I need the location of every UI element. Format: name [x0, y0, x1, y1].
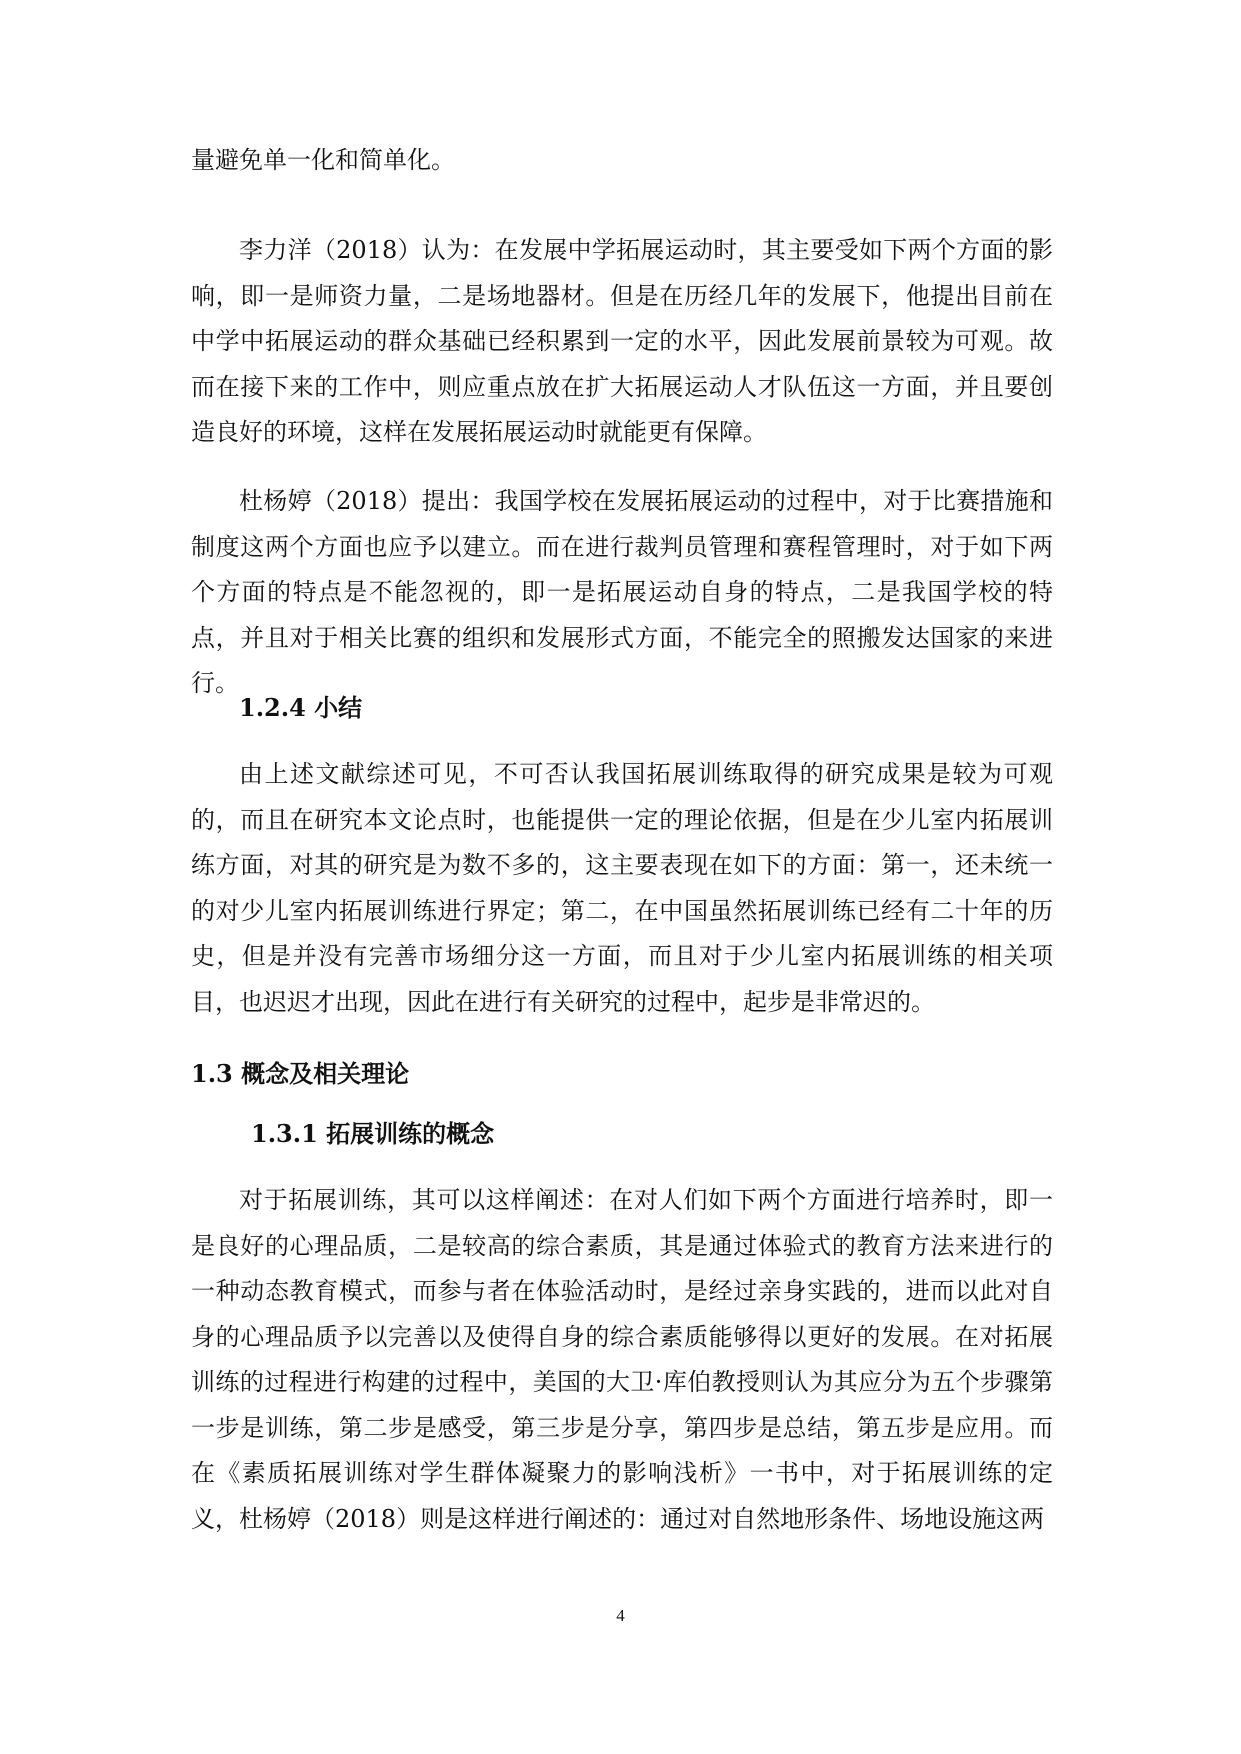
paragraph-concept: 对于拓展训练，其可以这样阐述：在对人们如下两个方面进行培养时，即一是良好的心理品质，二是较高的综合素质，其是通过体验式的教育方法来进行的一种动态教育模式，而参与者在体验活动时，是经过亲身实践的，进而以此对自身的心理品质予以完善以及使得自身的综合素质能够得以更好的发展。在对拓展训练的过程进行构建的过程中，美国的大卫·库伯教授则认为其应分为五个步骤第一步是训练，第二步是感受，第三步是分享，第四步是总结，第五步是应用。而在《素质拓展训练对学生群体凝聚力的影响浅析》一书中，对于拓展训练的定义，杜杨婷（2018）则是这样进行阐述的：通过对自然地形条件、场地设施这两 [191, 1186, 1053, 1533]
paragraph-summary: 由上述文献综述可见，不可否认我国拓展训练取得的研究成果是较为可观的，而且在研究本文论点时，也能提供一定的理论依据，但是在少儿室内拓展训练方面，对其的研究是为数不多的，这主要表现在如下的方面：第一，还未统一的对少儿室内拓展训练进行界定；第二，在中国虽然拓展训练已经有二十年的历史，但是并没有完善市场细分这一方面，而且对于少儿室内拓展训练的相关项目，也迟迟才出现，因此在进行有关研究的过程中，起步是非常迟的。 [191, 760, 1053, 1016]
heading-1-3: 1.3 概念及相关理论 [191, 1059, 410, 1088]
paragraph-du-yangting: 杜杨婷（2018）提出：我国学校在发展拓展运动的过程中，对于比赛措施和制度这两个方面也应予以建立。而在进行裁判员管理和赛程管理时，对于如下两个方面的特点是不能忽视的，即一是拓展运动自身的特点，二是我国学校的特点，并且对于相关比赛的组织和发展形式方面，不能完全的照搬发达国家的来进行。 [191, 487, 1053, 697]
paragraph-li-liyang: 李力洋（2018）认为：在发展中学拓展运动时，其主要受如下两个方面的影响，即一是师资力量，二是场地器材。但是在历经几年的发展下，他提出目前在中学中拓展运动的群众基础已经积累到一定的水平，因此发展前景较为可观。故而在接下来的工作中，则应重点放在扩大拓展运动人才队伍这一方面，并且要创造良好的环境，这样在发展拓展运动时就能更有保障。 [191, 236, 1053, 446]
heading-1-3-1: 1.3.1 拓展训练的概念 [251, 1119, 495, 1148]
paragraph-continuation: 量避免单一化和简单化。 [191, 146, 455, 174]
document-page [191, 0, 1053, 1754]
page-number: 4 [616, 1606, 625, 1625]
heading-1-2-4: 1.2.4 小结 [239, 693, 363, 722]
